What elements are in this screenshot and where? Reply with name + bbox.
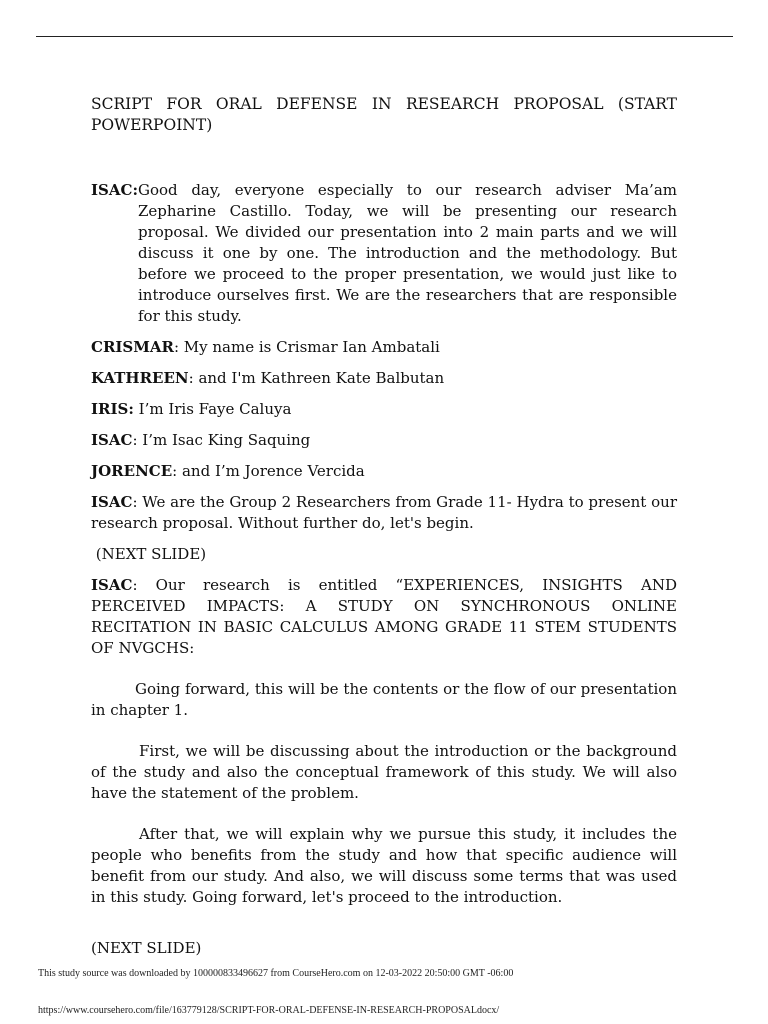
paragraph: First, we will be discussing about the introduction or the background of the study and also the conceptual framework of this study. We will also have the statement of the problem.: [91, 742, 677, 802]
dialogue-text: We are the Group 2 Researchers from Grade 11- Hydra to present our research proposal. Without further do, let's begin.: [91, 493, 677, 532]
speaker-label: KATHREEN: [91, 369, 189, 387]
speaker-label: JORENCE: [91, 462, 173, 480]
header-rule: [36, 36, 733, 37]
dialogue-text: I’m Isac King Saquing: [137, 431, 311, 449]
paragraph: After that, we will explain why we pursue this study, it includes the people who benefits from the study and how that specific audience will benefit from our study. And also, we will discuss some terms that was used in this study. Going forward, let's proceed to the introduction.: [91, 825, 677, 906]
document-title: SCRIPT FOR ORAL DEFENSE IN RESEARCH PROPOSAL (START POWERPOINT): [91, 95, 677, 134]
speaker-label: ISAC:: [91, 181, 138, 199]
next-slide-cue: (NEXT SLIDE): [91, 939, 202, 957]
dialogue-block: ISAC: I’m Isac King Saquing: [91, 431, 311, 449]
dialogue-block: JORENCE: and I’m Jorence Vercida: [91, 462, 365, 480]
dialogue-block: [91, 180, 677, 327]
dialogue-block: ISAC: We are the Group 2 Researchers from Grade 11- Hydra to present our research proposal. Without further do, let's begin.: [91, 493, 677, 532]
download-note: This study source was downloaded by 100000833496627 from CourseHero.com on 12-03-2022 20:50:00 GMT -06:00: [38, 968, 514, 979]
dialogue-text: and I’m Jorence Vercida: [177, 462, 365, 480]
dialogue-block: [91, 399, 677, 420]
dialogue-text: My name is Crismar Ian Ambatali: [179, 338, 440, 356]
dialogue-block: CRISMAR: My name is Crismar Ian Ambatali: [91, 338, 440, 356]
document-page: [91, 94, 677, 969]
dialogue-text: Our research is entitled “EXPERIENCES, INSIGHTS AND PERCEIVED IMPACTS: A STUDY ON SYNCHRONOUS ONLINE RECITATION IN BASIC CALCULUS AMONG GRADE 11 STEM STUDENTS OF NVGCHS:: [91, 576, 677, 657]
paragraph: Going forward, this will be the contents or the flow of our presentation in chapter 1.: [91, 680, 677, 719]
speaker-label: ISAC: [91, 576, 133, 594]
source-url[interactable]: https://www.coursehero.com/file/163779128/SCRIPT-FOR-ORAL-DEFENSE-IN-RESEARCH-PROPOSALdocx/: [38, 1005, 500, 1016]
next-slide-cue: (NEXT SLIDE): [91, 545, 207, 563]
dialogue-block: ISAC: Our research is entitled “EXPERIENCES, INSIGHTS AND PERCEIVED IMPACTS: A STUDY ON SYNCHRONOUS ONLINE RECITATION IN BASIC CALCULUS AMONG GRADE 11 STEM STUDENTS OF NVGCHS:: [91, 576, 677, 657]
speaker-label: ISAC: [91, 493, 133, 511]
dialogue-block: KATHREEN: and I'm Kathreen Kate Balbutan: [91, 369, 445, 387]
dialogue-text: Good day, everyone especially to our research adviser Ma’am Zepharine Castillo. Today, we will be presenting our research proposal. We divided our presentation into 2 main parts and we will discuss it one by one. The introduction and the methodology. But before we proceed to the proper presentation, we would just like to introduce ourselves first. We are the researchers that are responsible for this study.: [138, 181, 677, 325]
speaker-label: ISAC: [91, 431, 133, 449]
dialogue-text: and I'm Kathreen Kate Balbutan: [193, 369, 445, 387]
speaker-label: CRISMAR: [91, 338, 174, 356]
speaker-label: IRIS:: [91, 400, 134, 418]
dialogue-text: I’m Iris Faye Caluya: [133, 400, 292, 418]
